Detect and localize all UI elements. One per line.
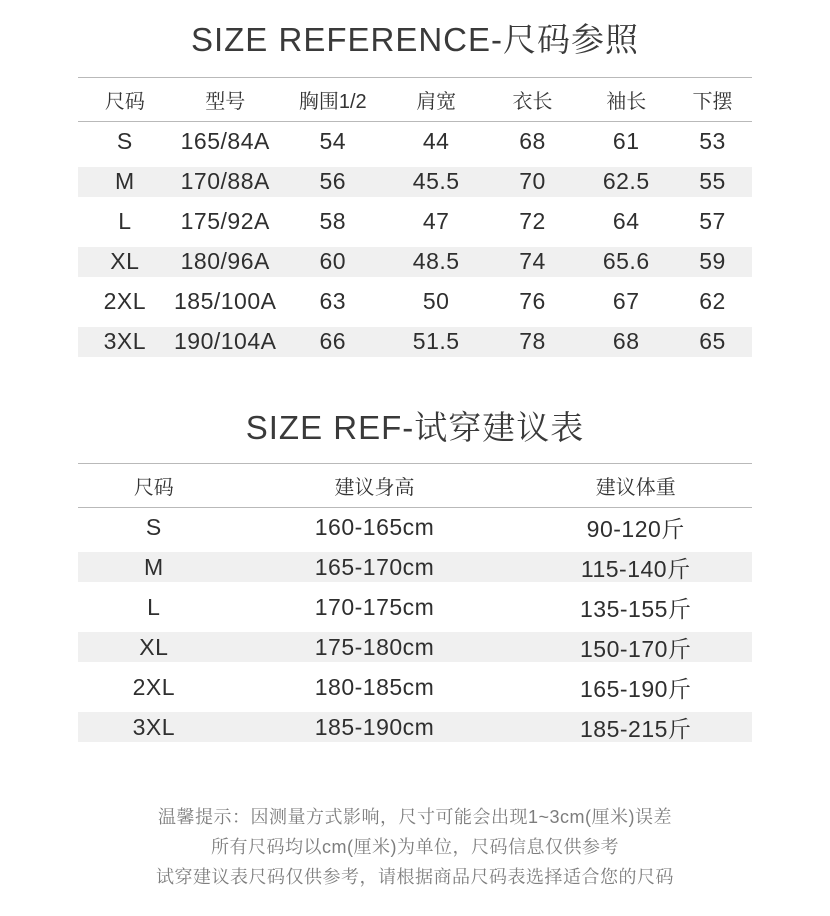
footer-note-line: 所有尺码均以cm(厘米)为单位，尺码信息仅供参考 (211, 837, 619, 857)
table-cell: 45.5 (387, 162, 486, 202)
table-row-l (78, 202, 752, 242)
table-row-2xl (78, 667, 752, 707)
table-cell: 51.5 (387, 322, 486, 362)
table-cell: 90-120斤 (586, 515, 685, 542)
table-cell: 60 (279, 242, 387, 282)
fitting-suggestion-title: SIZE REF-试穿建议表 (245, 408, 585, 446)
footer-notes (0, 802, 830, 892)
size-label-cell: S (145, 513, 162, 540)
table-cell: 62.5 (579, 162, 673, 202)
table-cell: 63 (319, 288, 347, 314)
fitting-suggestion-table (78, 463, 752, 748)
column-header-model: 型号 (205, 91, 246, 113)
table-row-l (78, 587, 752, 627)
table-row-m (78, 162, 752, 202)
size-label-cell: 2XL (103, 288, 147, 314)
column-header-size: 尺码 (133, 476, 174, 499)
table-cell: 48.5 (387, 242, 486, 282)
table-cell: 62 (699, 288, 726, 314)
table-cell: 190/104A (172, 322, 279, 362)
size-label-cell: 2XL (132, 673, 176, 700)
size-label-cell: 3XL (78, 707, 230, 747)
table-cell: 135-155斤 (580, 595, 692, 622)
column-header-hem: 下摆 (692, 91, 733, 113)
table-row-xl (78, 627, 752, 667)
table-cell: 74 (486, 242, 580, 282)
table-cell: 115-140斤 (519, 547, 752, 587)
table-row-3xl (78, 322, 752, 362)
table-cell: 76 (519, 288, 546, 314)
size-label-cell: 3XL (78, 322, 172, 362)
size-label-cell: M (78, 162, 172, 202)
table-cell: 180-185cm (314, 673, 435, 700)
table-cell: 68 (519, 128, 546, 155)
table-cell: 58 (319, 208, 347, 234)
table-cell: 57 (699, 208, 726, 234)
size-label-cell: XL (78, 242, 172, 282)
size-label-cell: L (147, 593, 161, 620)
size-reference-table (78, 77, 752, 362)
table-cell: 59 (673, 242, 752, 282)
table-cell: 56 (279, 162, 387, 202)
column-header-chest: 胸围1/2 (298, 91, 367, 113)
table-cell: 78 (486, 322, 580, 362)
table-cell: 175/92A (180, 208, 270, 234)
column-header-length: 衣长 (512, 91, 553, 113)
table-cell: 55 (673, 162, 752, 202)
table-cell: 160-165cm (314, 513, 435, 540)
size-reference-title: SIZE REFERENCE-尺码参照 (190, 21, 640, 58)
table-row-s (78, 122, 752, 162)
column-header-shoulder: 肩宽 (416, 91, 457, 113)
table-cell: 65 (673, 322, 752, 362)
table-cell: 185-215斤 (519, 707, 752, 747)
table-cell: 65.6 (579, 242, 673, 282)
table-cell: 66 (279, 322, 387, 362)
table-cell: 61 (612, 128, 640, 155)
table-cell: 70 (486, 162, 580, 202)
table-cell: 165-170cm (230, 547, 520, 587)
table-cell: 47 (422, 208, 450, 234)
table-cell: 185/100A (174, 288, 277, 314)
table-row-m (78, 547, 752, 587)
column-header-weight: 建议体重 (595, 476, 676, 499)
table-row-xl (78, 242, 752, 282)
table-cell: 53 (699, 128, 726, 155)
table-cell: 72 (519, 208, 546, 234)
size-label-cell: M (78, 547, 230, 587)
table-row-3xl (78, 707, 752, 747)
column-header-size: 尺码 (104, 91, 145, 113)
size-label-cell: L (118, 208, 132, 234)
size-label-cell: XL (78, 627, 230, 667)
table-row-s (78, 507, 752, 547)
table-cell: 165/84A (180, 128, 270, 155)
table-cell: 50 (422, 288, 450, 314)
table-cell: 67 (612, 288, 640, 314)
table-cell: 170/88A (172, 162, 279, 202)
size-label-cell: S (116, 128, 133, 155)
table-cell: 44 (422, 128, 450, 155)
table-header-row (78, 78, 752, 122)
table-cell: 54 (319, 128, 347, 155)
table-cell: 175-180cm (230, 627, 520, 667)
table-cell: 185-190cm (230, 707, 520, 747)
footer-note-line: 温馨提示：因测量方式影响，尺寸可能会出现1~3cm(厘米)误差 (157, 807, 672, 827)
table-cell: 180/96A (172, 242, 279, 282)
column-header-sleeve: 袖长 (606, 91, 647, 113)
column-header-height: 建议身高 (334, 476, 415, 499)
table-cell: 150-170斤 (519, 627, 752, 667)
table-cell: 165-190斤 (580, 675, 692, 702)
table-header-row (78, 463, 752, 507)
table-row-2xl (78, 282, 752, 322)
footer-note-line: 试穿建议表尺码仅供参考，请根据商品尺码表选择适合您的尺码 (156, 867, 674, 887)
table-cell: 170-175cm (314, 593, 435, 620)
table-cell: 68 (579, 322, 673, 362)
table-cell: 64 (612, 208, 640, 234)
